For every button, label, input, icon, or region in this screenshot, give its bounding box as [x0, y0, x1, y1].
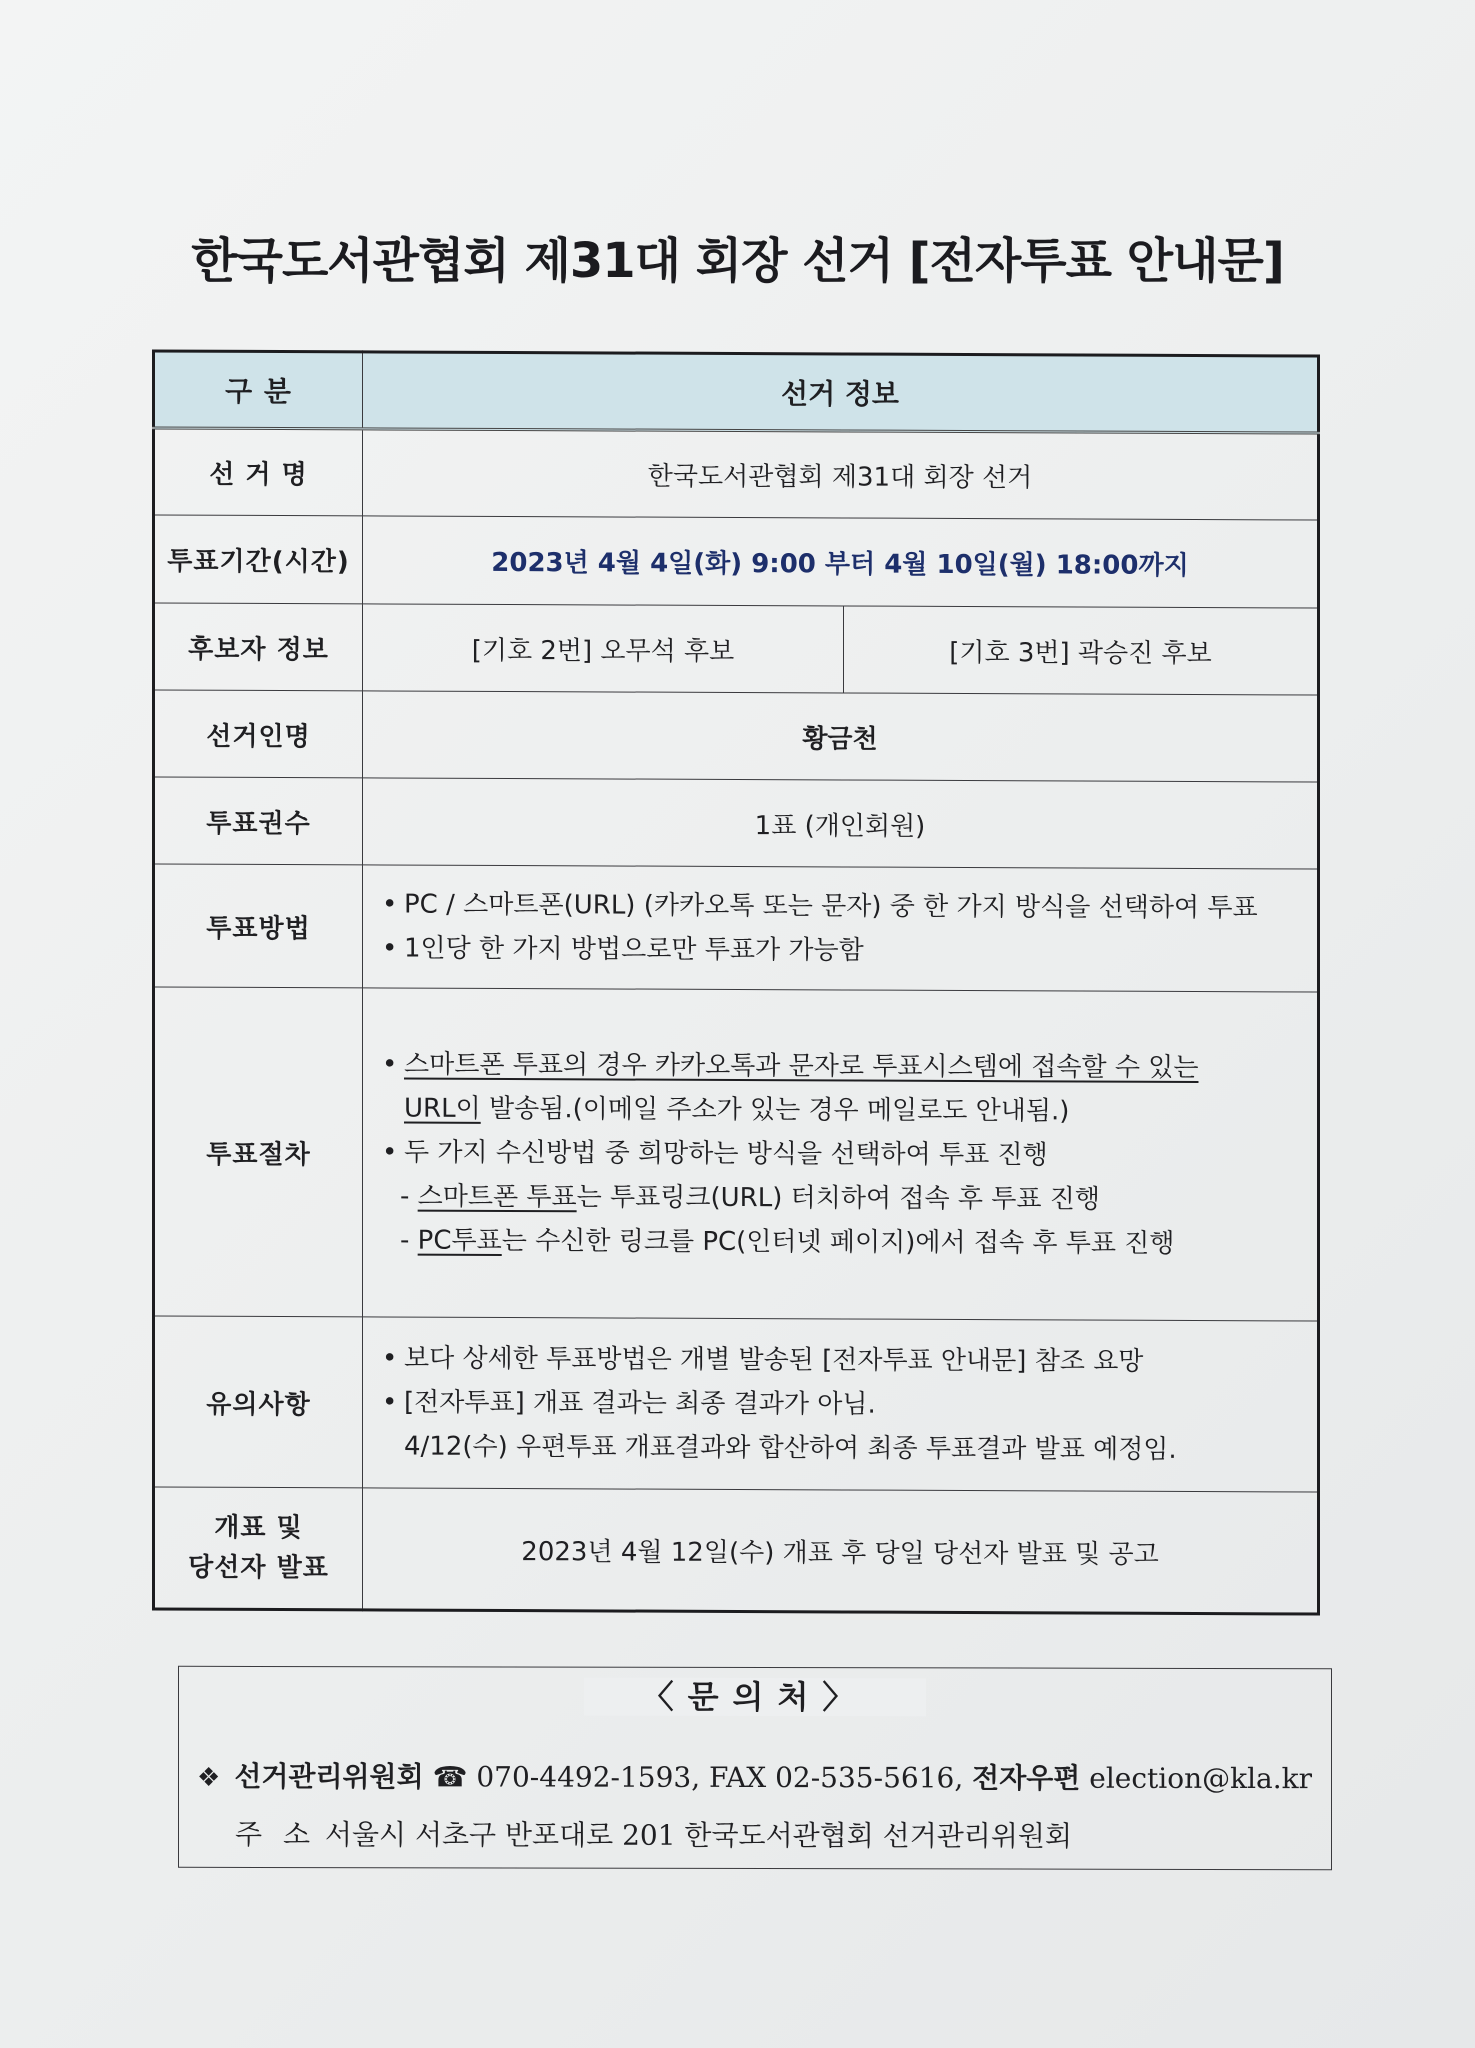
contact-line	[197, 1755, 1312, 1797]
table-row	[154, 1316, 1319, 1492]
period-label: 투표기간(시간)	[154, 515, 363, 604]
election-name-label: 선 거 명	[154, 428, 363, 516]
address-label: 주 소	[235, 1817, 316, 1852]
notes-cell	[363, 1317, 1319, 1492]
votes-label: 투표권수	[154, 777, 363, 865]
table-row	[154, 777, 1319, 869]
procedure-cell	[363, 988, 1319, 1321]
candidate-3: [기호 3번] 곽승진 후보	[844, 606, 1319, 695]
contact-title: 〈문의처〉	[584, 1678, 927, 1717]
procedure-text: 스마트폰 투표의 경우 카카오톡과 문자로 투표시스템에 접속할 수 있는	[404, 1049, 1199, 1084]
administrator-label: 선거인명	[154, 690, 363, 778]
election-info-table	[152, 349, 1320, 1615]
list-item: • [전자투표] 개표 결과는 최종 결과가 아님.	[378, 1380, 1308, 1428]
table-row	[154, 987, 1319, 1321]
method-label: 투표방법	[154, 864, 363, 988]
contact-title-wrap	[179, 1647, 1331, 1717]
vote-count: 1표 (개인회원)	[363, 778, 1319, 869]
list-item: • PC / 스마트폰(URL) (카카오톡 또는 문자) 중 한 가지 방식을 선택하여 투표	[378, 882, 1308, 930]
phone-fax: 070-4492-1593, FAX 02-535-5616,	[467, 1760, 973, 1795]
method-cell	[363, 865, 1319, 992]
address-text: 서울시 서초구 반포대로 201 한국도서관협회 선거관리위원회	[316, 1818, 1073, 1853]
diamond-bullet-icon: ❖	[197, 1762, 221, 1793]
notes-label: 유의사항	[154, 1316, 363, 1488]
election-name: 한국도서관협회 제31대 회장 선거	[363, 429, 1319, 520]
table-row	[154, 515, 1319, 608]
procedure-text: 발송됨.(이메일 주소가 있는 경우 메일로도 안내됨.)	[480, 1093, 1070, 1127]
email-label: 전자우편	[972, 1761, 1081, 1795]
email-address: election@kla.kr	[1080, 1761, 1312, 1796]
smartphone-vote-text: 스마트폰 투표	[417, 1181, 577, 1213]
list-item	[378, 1086, 1308, 1134]
result-label	[154, 1487, 363, 1610]
list-item	[378, 1174, 1308, 1222]
list-item: • 두 가지 수신방법 중 희망하는 방식을 선택하여 투표 진행	[378, 1130, 1308, 1178]
result-announcement: 2023년 4월 12일(수) 개표 후 당일 당선자 발표 및 공고	[363, 1488, 1319, 1614]
header-value: 선거 정보	[363, 352, 1319, 433]
header-label: 구 분	[154, 351, 363, 429]
result-label-line: 당선자 발표	[188, 1552, 329, 1584]
list-item	[378, 1218, 1308, 1266]
list-item: • 보다 상세한 투표방법은 개별 발송된 [전자투표 안내문] 참조 요망	[378, 1336, 1308, 1384]
procedure-text: 는 투표링크(URL) 터치하여 접속 후 투표 진행	[576, 1182, 1100, 1215]
candidate-2: [기호 2번] 오무석 후보	[363, 604, 844, 693]
result-label-line: 개표 및	[214, 1512, 303, 1544]
telephone-icon: ☎	[432, 1760, 468, 1794]
administrator-name: 황금천	[363, 691, 1319, 782]
table-header-row	[154, 351, 1319, 433]
url-text: URL이	[404, 1093, 481, 1124]
table-row	[154, 603, 1319, 695]
candidates-label: 후보자 정보	[154, 603, 363, 691]
table-row	[154, 690, 1319, 782]
voting-period: 2023년 4월 4일(화) 9:00 부터 4월 10일(월) 18:00까지	[363, 516, 1319, 608]
list-item: 4/12(수) 우편투표 개표결과와 합산하여 최종 투표결과 발표 예정임.	[404, 1431, 1177, 1465]
address-line	[235, 1813, 1072, 1855]
committee-name: 선거관리위원회	[234, 1759, 424, 1794]
dash-marker: -	[400, 1225, 418, 1256]
list-item	[378, 1042, 1308, 1090]
contact-box	[178, 1666, 1332, 1870]
table-row	[154, 428, 1319, 520]
page-title: 한국도서관협회 제31대 회장 선거 [전자투표 안내문]	[191, 233, 1284, 289]
list-item: • 1인당 한 가지 방법으로만 투표가 가능함	[378, 926, 1308, 974]
dash-marker: -	[400, 1181, 418, 1212]
procedure-text: 는 수신한 링크를 PC(인터넷 페이지)에서 접속 후 투표 진행	[501, 1225, 1175, 1259]
table-row	[154, 1487, 1319, 1614]
table-row	[154, 864, 1319, 992]
procedure-label: 투표절차	[154, 987, 363, 1317]
pc-vote-text: PC투표	[417, 1225, 502, 1256]
